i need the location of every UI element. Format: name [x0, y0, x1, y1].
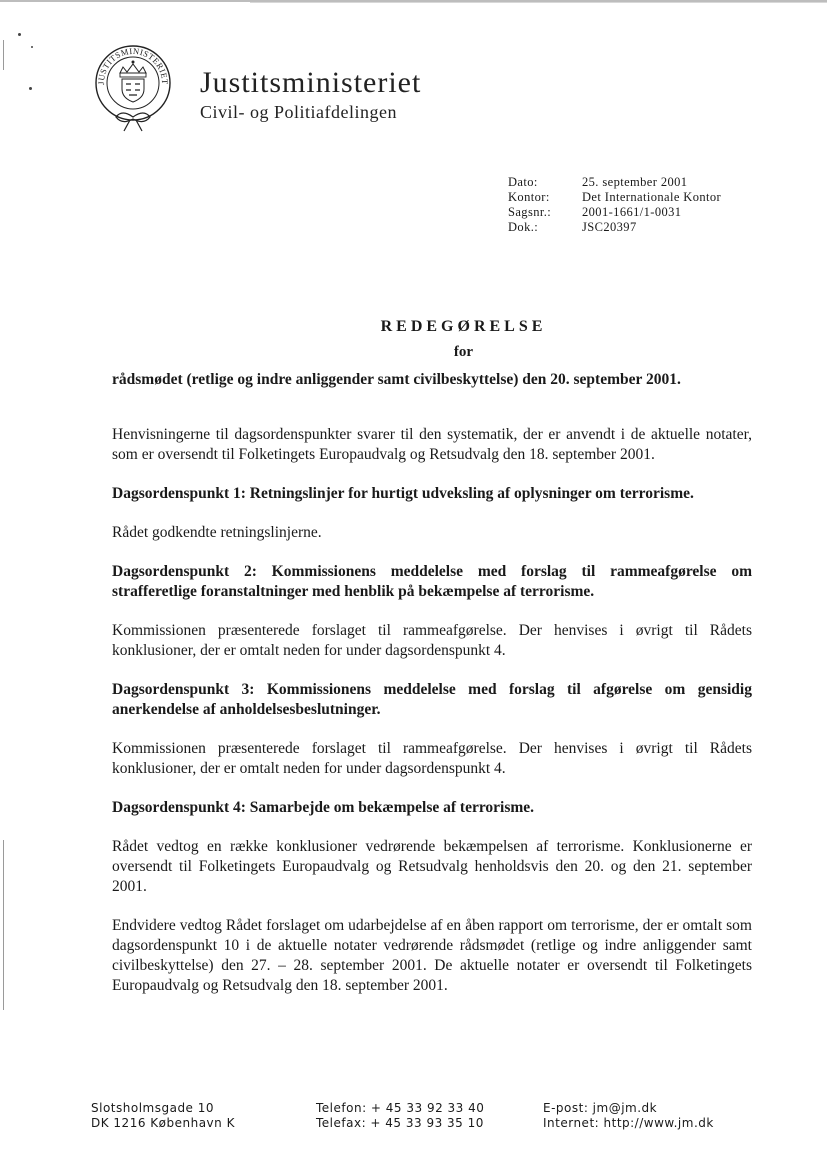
footer-address-line: Slotsholmsgade 10: [91, 1101, 215, 1115]
meta-row-office: [508, 190, 721, 205]
paragraph-intro: Henvisningerne til dagsordenspunkter svarer til den systematik, der er anvendt i de aktuelle notater, som er oversendt til Folketingets Europaudvalg og Retsudvalg den 18. september 2001.: [112, 426, 752, 463]
footer-fax: Telefax: + 45 33 93 35 10: [316, 1116, 484, 1130]
crest-lettering: JUSTITSMINISTERIET: [95, 45, 171, 85]
meta-row-case-number: [508, 205, 721, 220]
paragraph: Rådet vedtog en række konklusioner vedrørende bekæmpelsen af terrorisme. Konklusionerne er oversendt til Folketingets Europaudvalg og Retsudvalg henholdsvis den 20. og den 21. september 2001.: [112, 838, 752, 895]
agenda-heading-2: Dagsordenspunkt 2: Kommissionens meddelelse med forslag til rammeafgørelse om strafferetlige foranstaltninger med henblik på bekæmpelse af terrorisme.: [112, 563, 752, 600]
footer-email-link[interactable]: E-post: jm@jm.dk: [543, 1101, 658, 1115]
document-title: REDEGØRELSE: [380, 318, 547, 335]
scan-speck: [18, 33, 21, 36]
scan-edge-left: [3, 40, 4, 70]
ministry-department: Civil- og Politiafdelingen: [200, 102, 397, 122]
meta-value: JSC20397: [582, 220, 637, 234]
agenda-heading-3: Dagsordenspunkt 3: Kommissionens meddelelse med forslag til afgørelse om gensidig anerkendelse af anholdelsesbeslutninger.: [112, 681, 752, 718]
scan-edge-top-2: [250, 2, 827, 3]
meta-label: Sagsnr.:: [508, 205, 552, 219]
meta-label: Dok.:: [508, 220, 539, 234]
document-body: [112, 425, 752, 1015]
paragraph: Kommissionen præsenterede forslaget til rammeafgørelse. Der henvises i øvrigt til Rådets konklusioner, der er omtalt neden for under dagsordenspunkt 4.: [112, 622, 752, 659]
scan-speck: [29, 87, 32, 90]
agenda-heading-1: Dagsordenspunkt 1: Retningslinjer for hurtigt udveksling af oplysninger om terrorisme.: [112, 485, 694, 502]
meta-row-document: [508, 220, 721, 235]
document-meta: [508, 175, 721, 235]
footer-internet-link[interactable]: Internet: http://www.jm.dk: [543, 1116, 714, 1130]
scan-speck: [31, 46, 33, 48]
meta-row-date: [508, 175, 721, 190]
paragraph: Rådet godkendte retningslinjerne.: [112, 524, 322, 541]
ministry-crest-logo: [92, 43, 174, 133]
meta-value: Det Internationale Kontor: [582, 190, 722, 204]
paragraph: Kommissionen præsenterede forslaget til rammeafgørelse. Der henvises i øvrigt til Rådets konklusioner, der er omtalt neden for under dagsordenspunkt 4.: [112, 740, 752, 777]
meta-value: 2001-1661/1-0031: [582, 205, 682, 219]
footer-address-line: DK 1216 København K: [91, 1116, 235, 1130]
ministry-name: Justitsministeriet: [200, 66, 422, 99]
footer-phone: Telefon: + 45 33 92 33 40: [316, 1101, 485, 1115]
footer-contact: [543, 1101, 714, 1131]
footer-phone-fax: [316, 1101, 484, 1131]
document-title-for: for: [453, 344, 474, 360]
meta-label: Kontor:: [508, 190, 550, 204]
document-subject: rådsmødet (retlige og indre anliggender samt civilbeskyttelse) den 20. september 2001.: [112, 371, 681, 388]
footer-address: [91, 1101, 235, 1131]
agenda-heading-4: Dagsordenspunkt 4: Samarbejde om bekæmpelse af terrorisme.: [112, 799, 535, 816]
meta-value: 25. september 2001: [582, 175, 688, 189]
scan-edge-left: [3, 840, 4, 1010]
meta-label: Dato:: [508, 175, 538, 189]
paragraph: Endvidere vedtog Rådet forslaget om udarbejdelse af en åben rapport om terrorisme, der er omtalt som dagsordenspunkt 10 i de aktuelle notater vedrørende rådsmødet (retlige og indre anliggender samt civilbeskyttelse) den 27. – 28. september 2001. De aktuelle notater er oversendt til Folketingets Europaudvalg og Retsudvalg den 18. september 2001.: [112, 917, 752, 994]
